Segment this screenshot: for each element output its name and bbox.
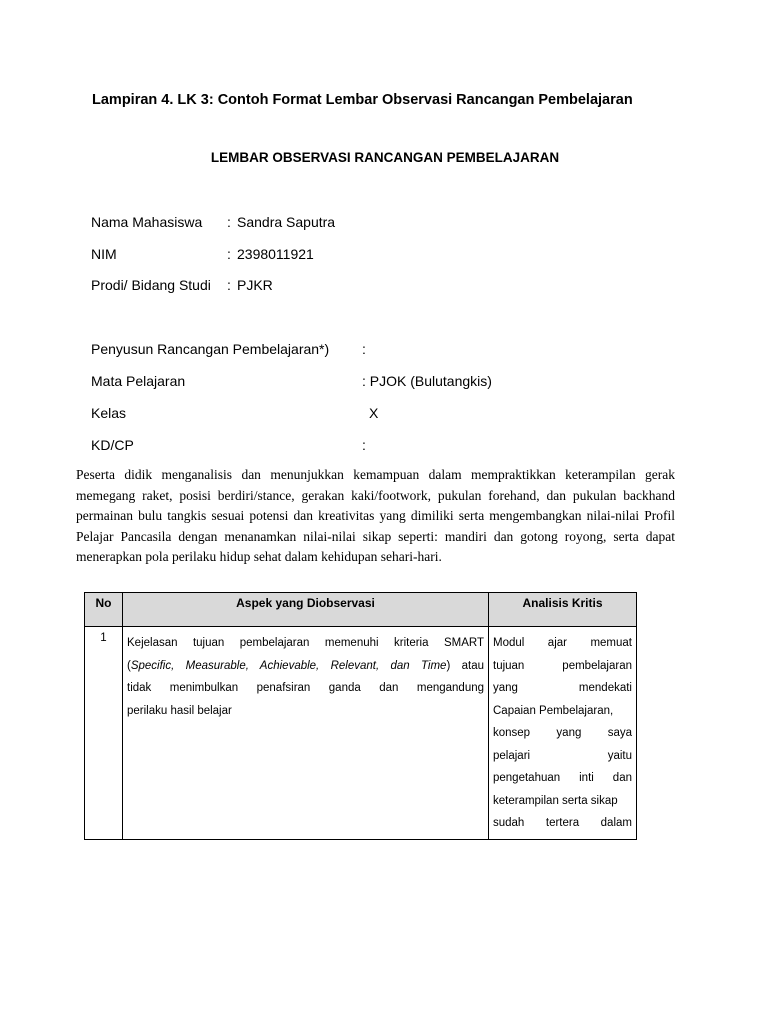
analisis-line: pelajari yaitu xyxy=(493,749,632,762)
smart-criteria: Specific, Measurable, Achievable, Relevant, dan Time xyxy=(130,659,447,672)
name-label: Nama Mahasiswa xyxy=(91,214,203,230)
table-header-row xyxy=(85,593,637,627)
document-title: LEMBAR OBSERVASI RANCANGAN PEMBELAJARAN xyxy=(210,150,560,165)
mapel-label: Mata Pelajaran xyxy=(91,373,186,389)
analisis-line: yang mendekati xyxy=(493,682,632,694)
analisis-line: tujuan pembelajaran xyxy=(493,659,632,672)
aspek-paren-open: ( xyxy=(127,659,131,672)
penyusun-label: Penyusun Rancangan Pembelajaran*) xyxy=(91,341,330,357)
aspek-line: perilaku hasil belajar xyxy=(127,704,232,717)
aspek-line: tidak menimbulkan penafsiran ganda dan mengandung xyxy=(127,682,484,694)
header-analisis: Analisis Kritis xyxy=(489,593,637,627)
analisis-line: keterampilan serta sikap xyxy=(493,794,618,807)
paragraph-line: memegang raket, posisi berdiri/stance, gerakan kaki/footwork, pukulan forehand, dan pukulan backhand xyxy=(76,487,675,503)
name-value: Sandra Saputra xyxy=(237,214,336,230)
header-no: No xyxy=(85,593,123,627)
mapel-value: : PJOK (Bulutangkis) xyxy=(362,373,492,389)
paragraph-line: permainan bulu tangkis sesuai potensi dan kreativitas yang dimiliki serta mengembangkan nilai-nilai Profil xyxy=(76,508,675,523)
penyusun-separator: : xyxy=(362,341,366,357)
kdcp-separator: : xyxy=(362,437,366,453)
nim-separator: : xyxy=(227,246,231,262)
table-row xyxy=(85,627,637,840)
analisis-line: pengetahuan inti dan xyxy=(493,772,632,784)
paragraph-line: Peserta didik menganalisis dan menunjukkan kemampuan dalam mempraktikkan keterampilan gerak xyxy=(76,467,675,482)
aspek-line: Kejelasan tujuan pembelajaran memenuhi kriteria SMART xyxy=(127,637,484,649)
observation-table xyxy=(84,592,637,840)
analisis-line: Capaian Pembelajaran, xyxy=(493,704,614,717)
name-separator: : xyxy=(227,214,231,230)
aspek-line xyxy=(127,655,484,678)
kdcp-paragraph xyxy=(76,465,675,568)
paragraph-line: Pelajar Pancasila dengan menanamkan nilai-nilai sikap seperti: mandiri dan gotong royong, serta dapat xyxy=(76,528,675,544)
prodi-separator: : xyxy=(227,277,231,293)
nim-value: 2398011921 xyxy=(237,246,314,262)
aspek-paren-close: ) atau xyxy=(446,659,484,672)
aspek-cell xyxy=(123,627,489,840)
analisis-cell xyxy=(489,627,637,840)
kelas-value: X xyxy=(369,405,379,421)
prodi-label: Prodi/ Bidang Studi xyxy=(91,277,211,293)
kelas-label: Kelas xyxy=(91,405,127,421)
paragraph-line: menerapkan pola perilaku hidup sehat dalam kehidupan sehari-hari. xyxy=(76,549,442,564)
row-number: 1 xyxy=(85,627,123,840)
prodi-value: PJKR xyxy=(237,277,273,293)
analisis-line: Modul ajar memuat xyxy=(493,637,632,649)
header-aspek: Aspek yang Diobservasi xyxy=(123,593,489,627)
kdcp-label: KD/CP xyxy=(91,437,134,453)
analisis-line: sudah tertera dalam xyxy=(493,817,632,829)
nim-label: NIM xyxy=(91,246,117,262)
analisis-line: konsep yang saya xyxy=(493,727,632,739)
document-heading: Lampiran 4. LK 3: Contoh Format Lembar Observasi Rancangan Pembelajaran xyxy=(92,92,633,108)
